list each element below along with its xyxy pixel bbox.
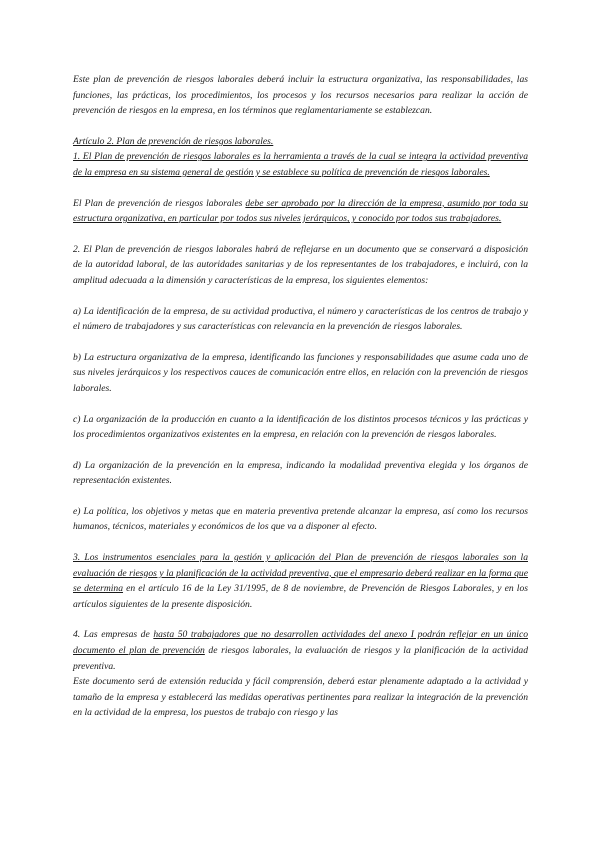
paragraph-5 bbox=[73, 627, 528, 674]
paragraph-4-underlined: 3. Los instrumentos esenciales para la gestión y aplicación del Plan de prevención de riesgos laborales son la evaluación de riesgos y la planificación de la actividad preventiva, que el empresario deberá realizar en la forma que se determina bbox=[73, 552, 528, 595]
list-item-e: e) La política, los objetivos y metas que en materia preventiva pretende alcanzar la empresa, así como los recursos humanos, técnicos, materiales y económicos de los que va a disponer al efecto. bbox=[73, 505, 528, 533]
paragraph-6: Este documento será de extensión reducida y fácil comprensión, deberá estar plenamente adaptado a la actividad y tamaño de la empresa y establecerá las medidas operativas pertinentes para realizar la integración de la prevención en la actividad de la empresa, los puestos de trabajo con riesgo y las bbox=[73, 676, 528, 719]
list-item-b: b) La estructura organizativa de la empresa, identificando las funciones y responsabilidades que asume cada uno de sus niveles jerárquicos y los respectivos cauces de comunicación entre ellos, en relación con la prevención de riesgos laborales. bbox=[73, 351, 528, 394]
paragraph-2-underlined: debe ser aprobado por la dirección de la empresa, asumido por toda su estructura organizativa, en particular por todos sus niveles jerárquicos, y conocido por todos sus trabajadores. bbox=[73, 197, 528, 225]
document-page bbox=[73, 72, 528, 721]
paragraph-4 bbox=[73, 550, 528, 612]
intro-paragraph: Este plan de prevención de riesgos laborales deberá incluir la estructura organizativa, las responsabilidades, las funciones, las prácticas, los procedimientos, los procesos y los recursos necesarios para realizar la acción de prevención de riesgos en la empresa, en los términos que reglamentariamente se establezcan. bbox=[73, 74, 528, 117]
list-item-c: c) La organización de la producción en cuanto a la identificación de los distintos procesos técnicos y las prácticas y los procedimientos organizativos existentes en la empresa, en relación con la prevención de riesgos laborales. bbox=[73, 413, 528, 441]
article-title-text: Artículo 2. Plan de prevención de riesgos laborales. bbox=[73, 135, 274, 147]
list-item-a: a) La identificación de la empresa, de su actividad productiva, el número y características de los centros de trabajo y el número de trabajadores y sus características con relevancia en la prevención de riesgos laborales. bbox=[73, 305, 528, 333]
list-item-d: d) La organización de la prevención en la empresa, indicando la modalidad preventiva elegida y los órganos de representación existentes. bbox=[73, 459, 528, 487]
paragraph-4-tail: en el artículo 16 de la Ley 31/1995, de 8 de noviembre, de Prevención de Riesgos Laborales, y en los artículos siguientes de la presente disposición. bbox=[73, 583, 528, 610]
paragraph-2-lead: El Plan de prevención de riesgos laborales bbox=[73, 197, 246, 209]
paragraph-5-underlined: hasta 50 trabajadores que no desarrollen actividades del anexo I podrán reflejar en un único documento el plan de prevención bbox=[73, 629, 528, 657]
paragraph-2 bbox=[73, 196, 528, 227]
paragraph-3: 2. El Plan de prevención de riesgos laborales habrá de reflejarse en un documento que se conservará a disposición de la autoridad laboral, de las autoridades sanitarias y de los representantes de los trabajadores, e incluirá, con la amplitud adecuada a la dimensión y características de la empresa, los siguientes elementos: bbox=[73, 243, 528, 286]
paragraph-1 bbox=[73, 149, 528, 180]
article-title bbox=[73, 134, 528, 150]
paragraph-1-text: 1. El Plan de prevención de riesgos laborales es la herramienta a través de la cual se integra la actividad preventiva de la empresa en su sistema general de gestión y se establece su política de prevención de riesgos laborales. bbox=[73, 151, 528, 178]
paragraph-5-tail: de riesgos laborales, la evaluación de riesgos y la planificación de la actividad preventiva. bbox=[73, 645, 528, 672]
paragraph-5-lead: 4. Las empresas de bbox=[73, 629, 154, 641]
